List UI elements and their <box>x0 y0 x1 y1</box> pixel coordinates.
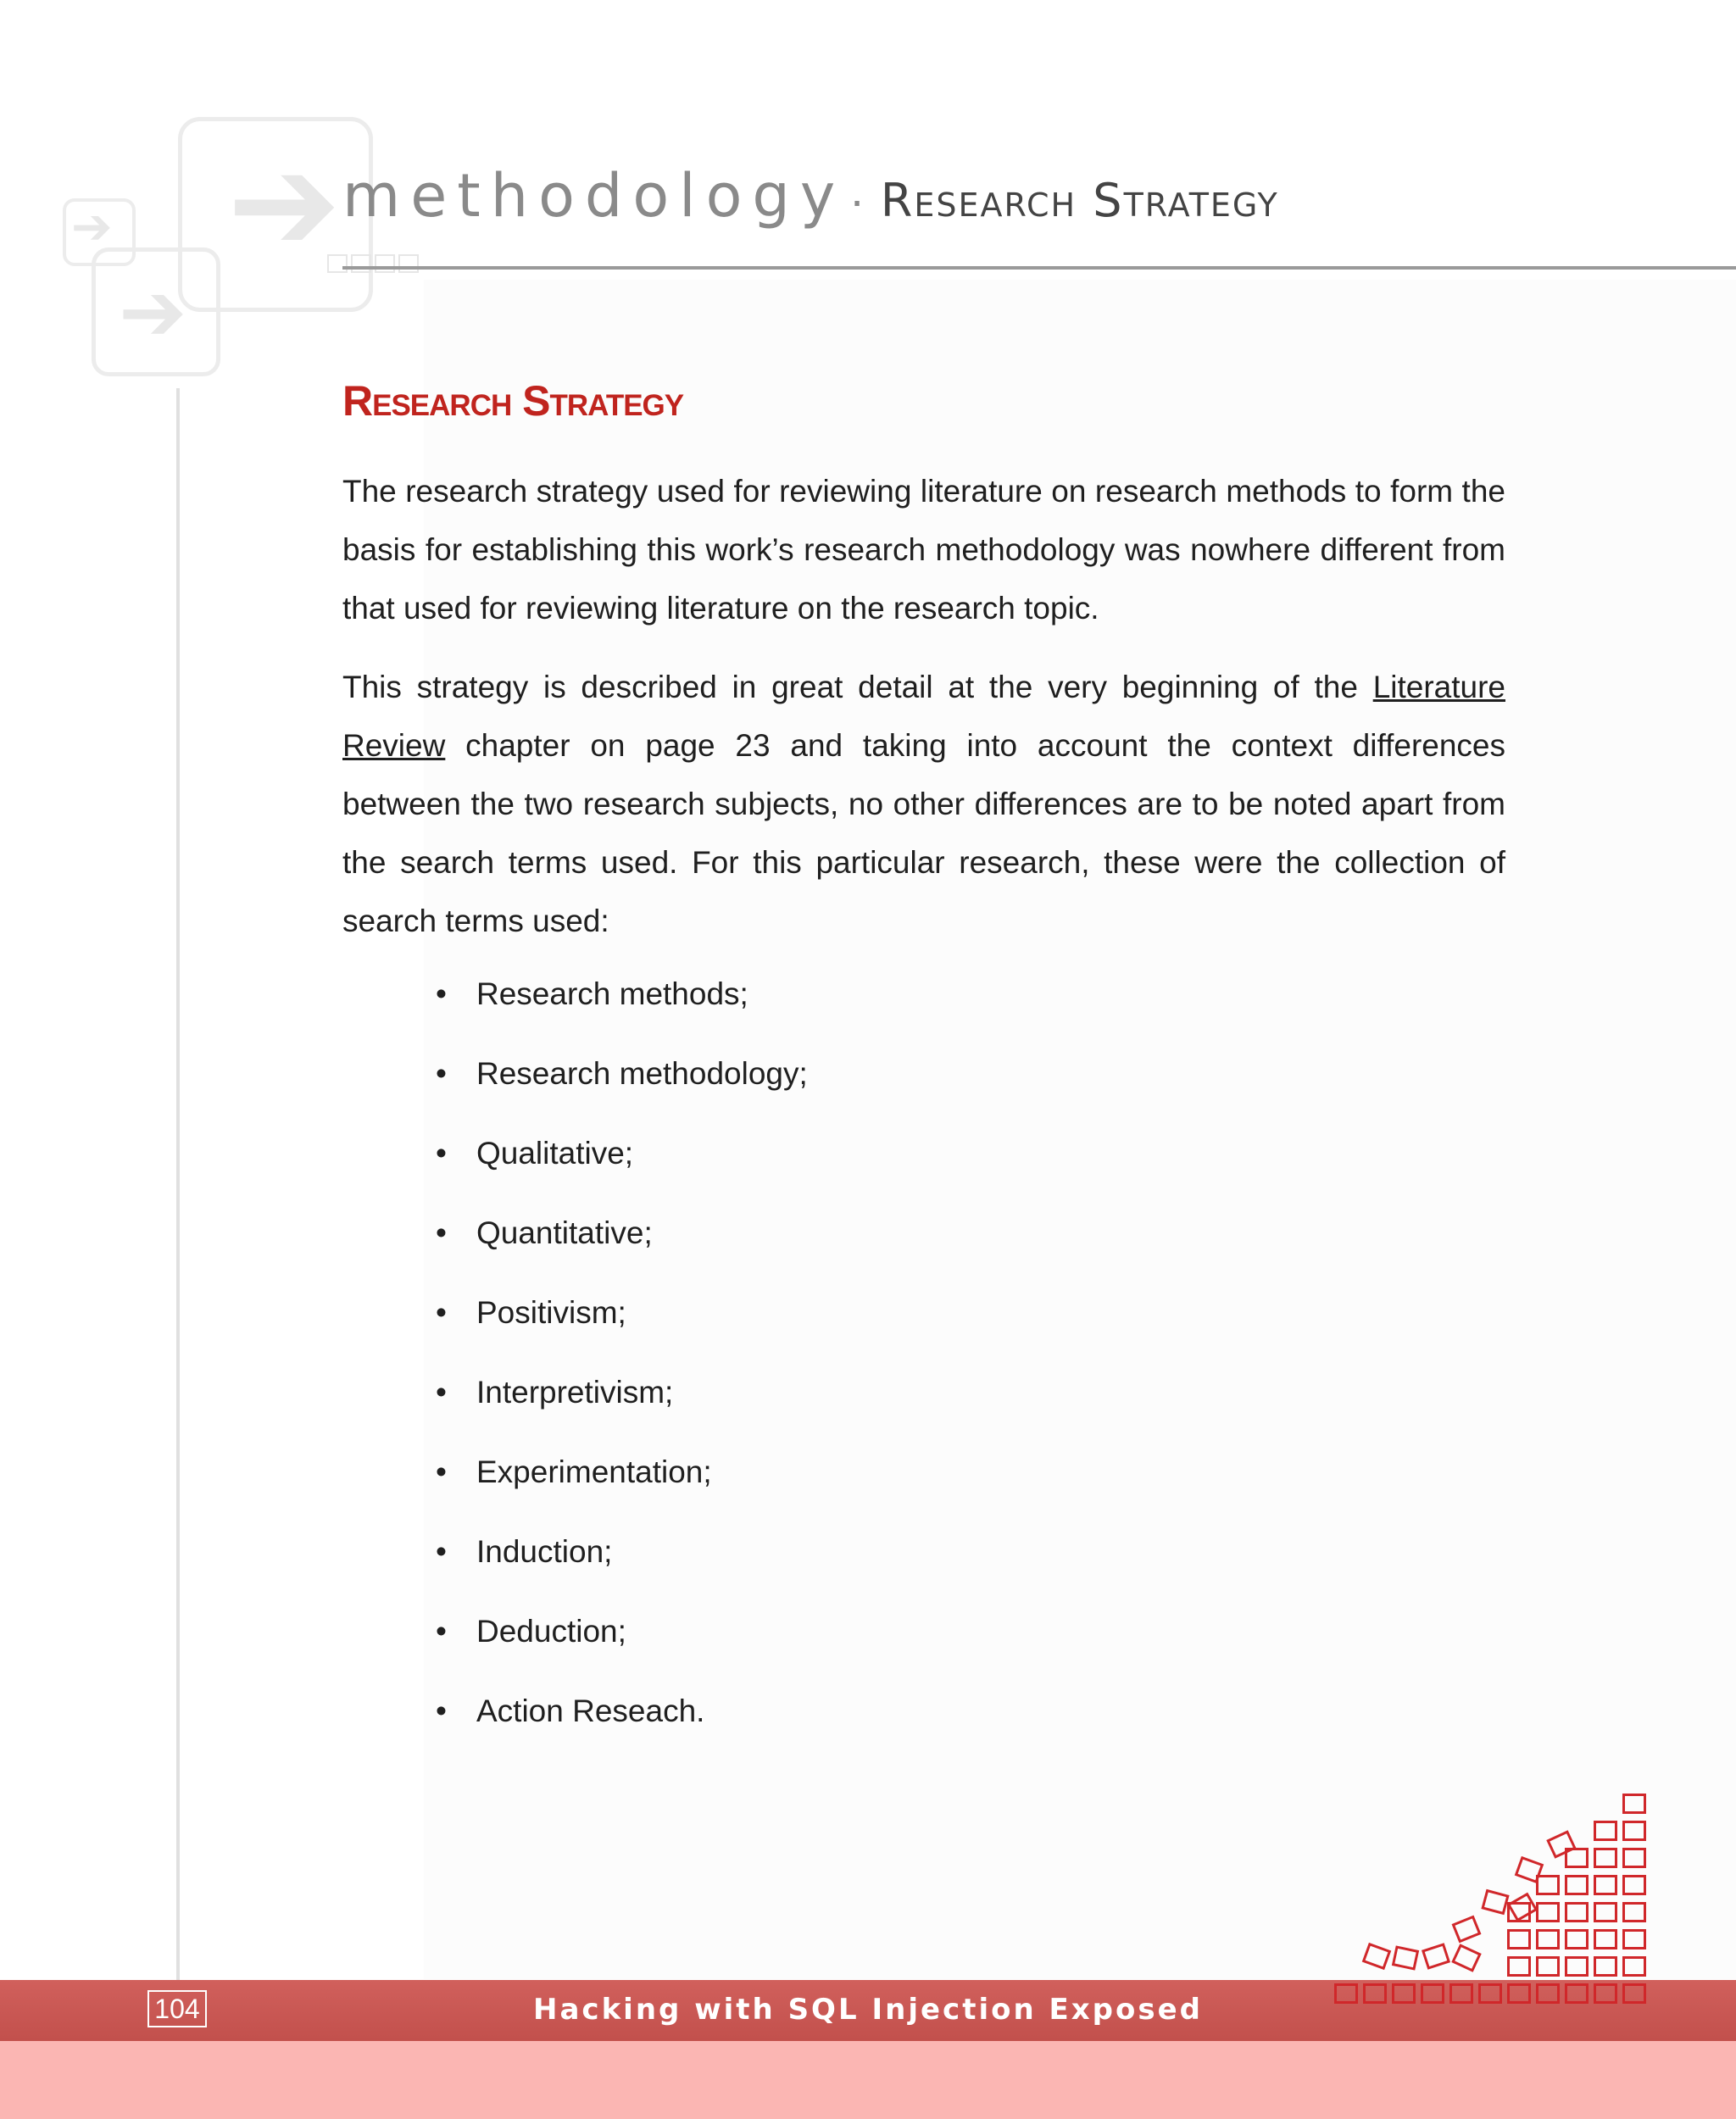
decorative-square <box>1622 1929 1646 1949</box>
paragraph-1: The research strategy used for reviewing literature on research methods to form the basis for establishing this work’s research methodology was nowhere different from that used for reviewing literature on the research topic. <box>342 474 1505 626</box>
arrow-right-icon: ➔ <box>227 124 342 282</box>
decorative-squares <box>327 254 419 273</box>
decorative-square <box>1536 1929 1560 1949</box>
header-divider <box>342 266 1736 270</box>
list-item: • Research methods; <box>436 971 1505 1050</box>
bullet-icon: • <box>436 1215 447 1250</box>
decorative-square <box>1478 1983 1502 2004</box>
decorative-square <box>1421 1983 1444 2004</box>
arrow-right-icon: ➔ <box>119 264 187 359</box>
literature-review-link[interactable]: Literature Review <box>342 670 1505 763</box>
bullet-icon: • <box>436 976 447 1011</box>
list-item: • Action Reseach. <box>436 1688 1505 1767</box>
list-item: • Research methodology; <box>436 1050 1505 1130</box>
paragraph-2-end: chapter on page 23 and taking into account the context differences between the two research subjects, no other differences are to be noted apart from the search terms used. For this particular research, these were the collection of search terms used: <box>342 728 1505 938</box>
decorative-square <box>1622 1821 1646 1841</box>
decorative-square <box>1536 1983 1560 2004</box>
arrow-right-icon: ➔ <box>71 197 113 255</box>
decorative-square <box>1622 1848 1646 1868</box>
bullet-icon: • <box>436 1454 447 1489</box>
decorative-square <box>1334 1983 1358 2004</box>
bullet-icon: • <box>436 1136 447 1171</box>
decorative-square <box>1594 1983 1617 2004</box>
list-item: • Positivism; <box>436 1289 1505 1369</box>
decorative-square <box>1622 1794 1646 1814</box>
header-separator: · <box>849 173 865 226</box>
list-item: • Deduction; <box>436 1608 1505 1688</box>
decorative-square <box>1565 1929 1589 1949</box>
header-chapter: methodology <box>342 161 846 231</box>
decorative-square <box>1594 1875 1617 1895</box>
paragraph-2-start: This strategy is described in great detail at the very beginning of the <box>342 670 1373 704</box>
list-item: • Qualitative; <box>436 1130 1505 1210</box>
decorative-square <box>1507 1956 1531 1977</box>
decorative-square <box>1594 1902 1617 1922</box>
decorative-square <box>1536 1956 1560 1977</box>
header-section: Research Strategy <box>880 174 1279 227</box>
list-item: • Experimentation; <box>436 1449 1505 1528</box>
bullet-icon: • <box>436 1295 447 1330</box>
decorative-square <box>1565 1875 1589 1895</box>
margin-rule <box>176 388 180 1982</box>
decorative-square <box>1363 1983 1387 2004</box>
bullet-icon: • <box>436 1694 447 1728</box>
bullet-icon: • <box>436 1534 447 1569</box>
page-number: 104 <box>147 1990 207 2027</box>
decorative-square <box>1449 1983 1473 2004</box>
decorative-square <box>1536 1875 1560 1895</box>
decorative-square <box>1594 1929 1617 1949</box>
bullet-icon: • <box>436 1056 447 1091</box>
decorative-square <box>1536 1902 1560 1922</box>
decorative-square <box>1622 1902 1646 1922</box>
book-title: Hacking with SQL Injection Exposed <box>533 1993 1203 2027</box>
decorative-square <box>1594 1956 1617 1977</box>
decorative-square <box>1594 1848 1617 1868</box>
bullet-icon: • <box>436 1375 447 1410</box>
paragraph-2 <box>342 658 1505 950</box>
body-text <box>342 462 1505 1767</box>
list-item: • Quantitative; <box>436 1210 1505 1289</box>
section-heading: Research Strategy <box>342 377 684 425</box>
decorative-square <box>1565 1902 1589 1922</box>
decorative-square <box>1565 1983 1589 2004</box>
decorative-square <box>1507 1929 1531 1949</box>
decorative-square <box>1622 1983 1646 2004</box>
decorative-square <box>1507 1983 1531 2004</box>
running-header <box>342 161 1279 231</box>
search-terms-list <box>342 971 1505 1767</box>
decorative-square <box>1622 1956 1646 1977</box>
footer-band <box>0 2041 1736 2119</box>
bullet-icon: • <box>436 1614 447 1649</box>
decorative-square <box>1392 1983 1416 2004</box>
list-item: • Interpretivism; <box>436 1369 1505 1449</box>
decorative-square <box>1622 1875 1646 1895</box>
decorative-square <box>1594 1821 1617 1841</box>
list-item: • Induction; <box>436 1528 1505 1608</box>
decorative-square <box>1565 1956 1589 1977</box>
